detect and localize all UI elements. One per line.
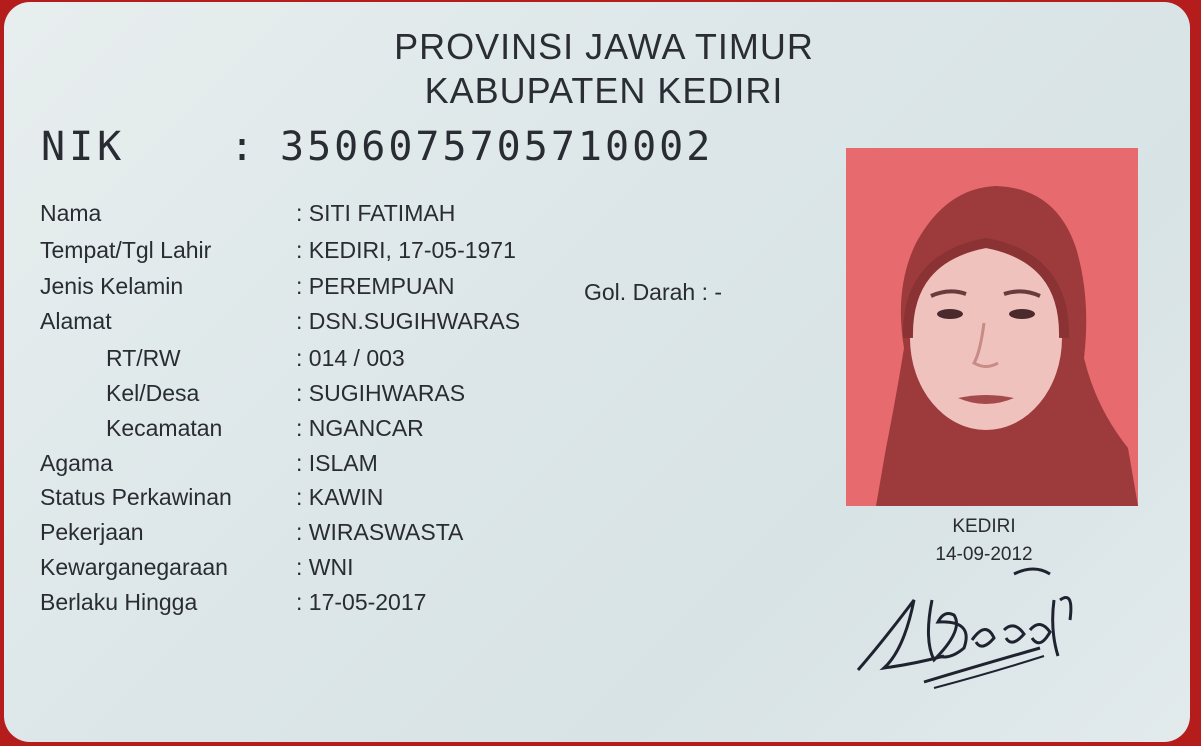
field-value: : WIRASWASTA: [296, 519, 464, 545]
nik-separator: :: [230, 124, 255, 170]
signature-icon: [854, 560, 1084, 690]
field-label: RT/RW: [106, 345, 181, 371]
regency-title: KABUPATEN KEDIRI: [424, 70, 784, 111]
field-label: Nama: [40, 200, 102, 226]
field-value: : DSN.SUGIHWARAS: [296, 308, 521, 334]
field-value: : KEDIRI, 17-05-1971: [296, 237, 516, 263]
portrait-photo: [846, 148, 1138, 506]
field-value: : SUGIHWARAS: [296, 380, 466, 406]
field-label: Kecamatan: [106, 415, 223, 441]
field-label: Berlaku Hingga: [40, 589, 198, 615]
blood-type: Gol. Darah : -: [584, 279, 723, 305]
field-value: : 17-05-2017: [296, 589, 427, 615]
field-value: : PEREMPUAN: [296, 273, 455, 299]
field-label: Jenis Kelamin: [40, 273, 184, 299]
issue-date: 14-09-2012: [935, 544, 1033, 565]
field-value: : SITI FATIMAH: [296, 200, 456, 226]
field-label: Pekerjaan: [40, 519, 144, 545]
field-label: Status Perkawinan: [40, 484, 232, 510]
field-label: Tempat/Tgl Lahir: [40, 237, 212, 263]
issue-place: KEDIRI: [952, 516, 1016, 537]
field-label: Agama: [40, 450, 113, 476]
nik-label: NIK: [41, 124, 126, 170]
field-value: : NGANCAR: [296, 415, 424, 441]
field-label: Kewarganegaraan: [40, 554, 228, 580]
portrait-illustration: [846, 148, 1138, 506]
field-value: : WNI: [296, 554, 354, 580]
field-value: : KAWIN: [296, 484, 384, 510]
field-label: Alamat: [40, 308, 112, 334]
field-value: : 014 / 003: [296, 345, 405, 371]
id-card: [4, 2, 1190, 742]
field-label: Kel/Desa: [106, 380, 200, 406]
province-title: PROVINSI JAWA TIMUR: [394, 26, 814, 67]
field-value: : ISLAM: [296, 450, 378, 476]
nik-value: 3506075705710002: [280, 124, 714, 170]
